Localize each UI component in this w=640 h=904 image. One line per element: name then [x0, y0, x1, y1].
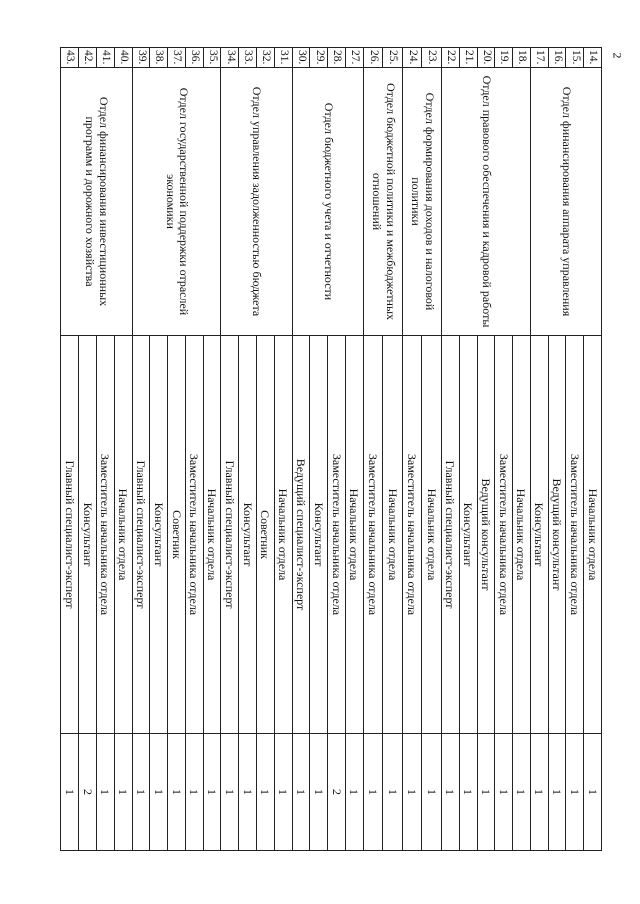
count-cell: 1	[459, 734, 477, 851]
position-cell: Заместитель начальника отдела	[328, 336, 346, 734]
row-number-cell: 30.	[292, 48, 310, 68]
row-number-cell: 26.	[363, 48, 383, 68]
row-number-cell: 34.	[221, 48, 239, 68]
count-cell: 1	[422, 734, 442, 851]
row-number-cell: 19.	[495, 48, 513, 68]
position-cell: Начальник отдела	[345, 336, 363, 734]
table-row	[584, 48, 602, 851]
staff-table-body	[61, 48, 602, 851]
department-cell: Отдел государственной поддержки отраслей экономики	[132, 68, 221, 336]
position-cell: Главный специалист-эксперт	[61, 336, 79, 734]
count-cell: 1	[310, 734, 328, 851]
row-number-cell: 38.	[150, 48, 168, 68]
position-cell: Заместитель начальника отдела	[495, 336, 513, 734]
row-number-cell: 27.	[345, 48, 363, 68]
count-cell: 1	[239, 734, 257, 851]
staff-table-rotated	[60, 47, 602, 850]
page-number: 2	[610, 52, 625, 59]
row-number-cell: 18.	[513, 48, 531, 68]
position-cell: Консультант	[150, 336, 168, 734]
count-cell: 1	[97, 734, 115, 851]
table-row	[513, 48, 531, 851]
position-cell: Заместитель начальника отдела	[97, 336, 115, 734]
position-cell: Ведущий консультант	[548, 336, 566, 734]
row-number-cell: 36.	[185, 48, 203, 68]
position-cell: Заместитель начальника отдела	[185, 336, 203, 734]
position-cell: Начальник отдела	[383, 336, 403, 734]
position-cell: Консультант	[530, 336, 548, 734]
table-row	[383, 48, 403, 851]
position-cell: Консультант	[79, 336, 97, 734]
row-number-cell: 22.	[441, 48, 459, 68]
count-cell: 1	[150, 734, 168, 851]
table-row	[274, 48, 292, 851]
table-row	[345, 48, 363, 851]
count-cell: 1	[61, 734, 79, 851]
position-cell: Заместитель начальника отдела	[402, 336, 422, 734]
position-cell: Консультант	[239, 336, 257, 734]
department-cell: Отдел формирования доходов и налоговой политики	[402, 68, 441, 336]
table-row	[114, 48, 132, 851]
department-cell: Отдел бюджетной политики и межбюджетных отношений	[363, 68, 402, 336]
row-number-cell: 33.	[239, 48, 257, 68]
position-cell: Главный специалист-эксперт	[132, 336, 150, 734]
row-number-cell: 17.	[530, 48, 548, 68]
table-row	[422, 48, 442, 851]
position-cell: Главный специалист-эксперт	[441, 336, 459, 734]
count-cell: 1	[548, 734, 566, 851]
count-cell: 1	[584, 734, 602, 851]
department-cell: Отдел бюджетного учета и отчетности	[292, 68, 363, 336]
row-number-cell: 35.	[203, 48, 221, 68]
row-number-cell: 37.	[168, 48, 186, 68]
department-cell: Отдел финансирования аппарата управления	[530, 68, 601, 336]
position-cell: Ведущий консультант	[477, 336, 495, 734]
count-cell: 1	[495, 734, 513, 851]
position-cell: Советник	[257, 336, 275, 734]
row-number-cell: 28.	[328, 48, 346, 68]
count-cell: 1	[513, 734, 531, 851]
count-cell: 1	[292, 734, 310, 851]
count-cell: 1	[530, 734, 548, 851]
position-cell: Начальник отдела	[274, 336, 292, 734]
department-cell: Отдел управления задолженностью бюджета	[221, 68, 292, 336]
position-cell: Начальник отдела	[203, 336, 221, 734]
position-cell: Главный специалист-эксперт	[221, 336, 239, 734]
count-cell: 1	[168, 734, 186, 851]
row-number-cell: 41.	[97, 48, 115, 68]
staff-table	[60, 47, 602, 851]
count-cell: 1	[185, 734, 203, 851]
row-number-cell: 20.	[477, 48, 495, 68]
count-cell: 1	[363, 734, 383, 851]
position-cell: Консультант	[310, 336, 328, 734]
department-cell: Отдел финансирования инвестиционных программ и дорожного хозяйства	[61, 68, 133, 336]
count-cell: 1	[203, 734, 221, 851]
row-number-cell: 32.	[257, 48, 275, 68]
department-cell: Отдел правового обеспечения и кадровой работы	[441, 68, 530, 336]
row-number-cell: 42.	[79, 48, 97, 68]
row-number-cell: 15.	[566, 48, 584, 68]
table-row	[203, 48, 221, 851]
count-cell: 1	[132, 734, 150, 851]
row-number-cell: 14.	[584, 48, 602, 68]
row-number-cell: 29.	[310, 48, 328, 68]
position-cell: Начальник отдела	[114, 336, 132, 734]
position-cell: Ведущий специалист-эксперт	[292, 336, 310, 734]
row-number-cell: 39.	[132, 48, 150, 68]
count-cell: 1	[402, 734, 422, 851]
position-cell: Заместитель начальника отдела	[566, 336, 584, 734]
count-cell: 1	[221, 734, 239, 851]
count-cell: 1	[477, 734, 495, 851]
count-cell: 1	[383, 734, 403, 851]
row-number-cell: 40.	[114, 48, 132, 68]
count-cell: 1	[257, 734, 275, 851]
row-number-cell: 16.	[548, 48, 566, 68]
position-cell: Консультант	[459, 336, 477, 734]
count-cell: 2	[79, 734, 97, 851]
position-cell: Советник	[168, 336, 186, 734]
count-cell: 1	[274, 734, 292, 851]
row-number-cell: 31.	[274, 48, 292, 68]
position-cell: Начальник отдела	[584, 336, 602, 734]
row-number-cell: 43.	[61, 48, 79, 68]
count-cell: 1	[566, 734, 584, 851]
count-cell: 1	[441, 734, 459, 851]
count-cell: 1	[114, 734, 132, 851]
row-number-cell: 23.	[422, 48, 442, 68]
row-number-cell: 24.	[402, 48, 422, 68]
position-cell: Начальник отдела	[513, 336, 531, 734]
count-cell: 1	[345, 734, 363, 851]
row-number-cell: 21.	[459, 48, 477, 68]
row-number-cell: 25.	[383, 48, 403, 68]
position-cell: Начальник отдела	[422, 336, 442, 734]
count-cell: 2	[328, 734, 346, 851]
position-cell: Заместитель начальника отдела	[363, 336, 383, 734]
